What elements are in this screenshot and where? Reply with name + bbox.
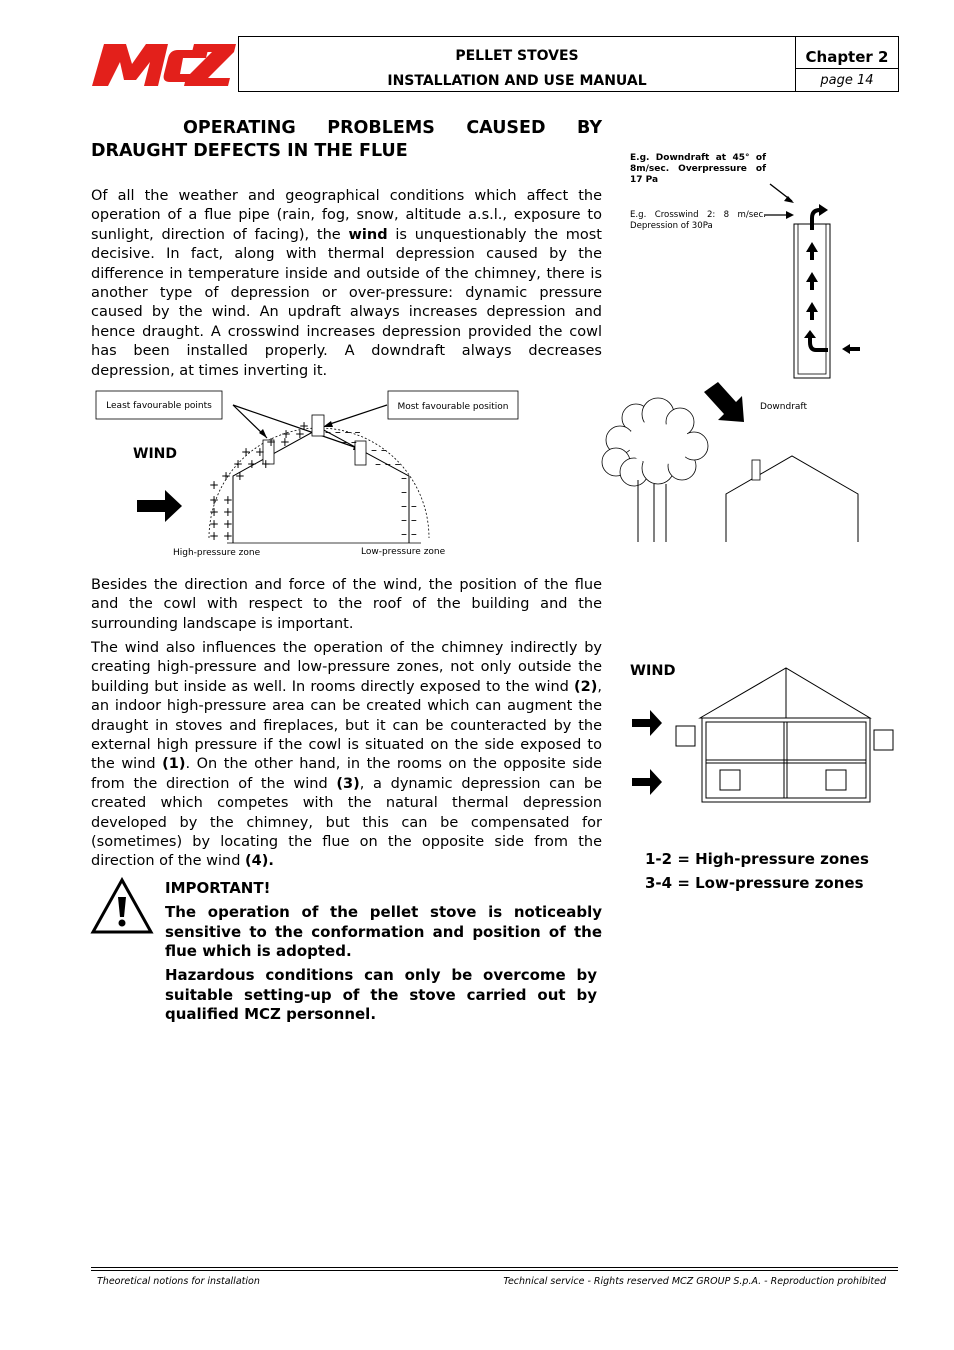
mcz-logo bbox=[90, 40, 236, 90]
svg-text:– –: – – bbox=[401, 513, 417, 527]
svg-text:– – –: – – – bbox=[375, 457, 401, 471]
footer-rule-2 bbox=[91, 1270, 898, 1271]
least-favourable-label: Least favourable points bbox=[106, 401, 212, 411]
header-chapter-box bbox=[795, 36, 899, 92]
footer-left: Theoretical notions for installation bbox=[97, 1276, 260, 1287]
wind-emphasis: wind bbox=[348, 226, 388, 243]
most-favourable-label: Most favourable position bbox=[397, 402, 509, 412]
paragraph-3: The wind also influences the operation of the chimney indirectly by creating high-pressure and low-pressure zones, not only outside the building but inside as well. In rooms directly exposed to the wind (2), an indoor high-pressure area can be created which can augment the draught in stoves and fireplaces, but it can be counteracted by the external high pressure if the cowl is situated on the side exposed to the wind (1). On the other hand, in the rooms on the opposite side from the direction of the wind (3), a dynamic depression can be created which competes with the natural thermal depression developed by the chimney, but this can be compensated for (sometimes) by locating the flue on the opposite side from the direction of the wind (4). bbox=[91, 640, 602, 870]
high-pressure-zone-label: High-pressure zone bbox=[173, 548, 261, 558]
low-pressure-zone-label: Low-pressure zone bbox=[361, 547, 446, 557]
paragraph-1: Of all the weather and geographical conditions which affect the operation of a flue pipe (rain, fog, snow, altitude a.s.l., exposure to sunlight, direction of facing), the wind is unquestionably the most decisive. In fact, along with thermal depression caused by the difference in temperature inside and outside of the chimney, there is another type of depression or over-pressure: dynamic pressure caused by the wind. An updraft always increases depression and hence draught. A crosswind increases depression provided the cowl has been installed properly. A downdraft always decreases depression, at times inverting it. bbox=[91, 188, 602, 379]
svg-text:+ +: + + bbox=[209, 517, 233, 531]
header-title-line2: INSTALLATION AND USE MANUAL bbox=[387, 73, 647, 89]
downdraft-label: Downdraft bbox=[760, 402, 807, 412]
paragraph-2: Besides the direction and force of the wind, the position of the flue and the cowl with respect to the roof of the building and the surrounding landscape is important. bbox=[91, 577, 602, 632]
section-heading-line1: OPERATING PROBLEMS CAUSED BY bbox=[183, 118, 602, 138]
warning-icon bbox=[90, 877, 154, 935]
important-title: IMPORTANT! bbox=[165, 879, 271, 897]
roof-pressure-figure bbox=[91, 388, 611, 568]
svg-text:+ + +: + + + bbox=[233, 457, 271, 471]
page-number: page 14 bbox=[820, 73, 874, 88]
svg-text:– – – –: – – – – bbox=[325, 425, 361, 439]
svg-text:+ +: + + bbox=[209, 505, 233, 519]
svg-text:+ +: + + bbox=[209, 493, 233, 507]
svg-text:+ +: + + bbox=[241, 445, 265, 459]
svg-text:+ +: + + bbox=[266, 435, 290, 449]
important-text-1: The operation of the pellet stove is noticeably sensitive to the conformation and position of the flue which is adopted. bbox=[165, 903, 602, 960]
svg-text:+ +: + + bbox=[221, 469, 245, 483]
crosswind-example-text: E.g. Crosswind 2: 8 m/sec. Depression of 30Pa bbox=[630, 210, 766, 231]
house-wind-label: WIND bbox=[630, 663, 676, 679]
chapter-label: Chapter 2 bbox=[805, 48, 889, 66]
svg-text:– –: – – bbox=[401, 499, 417, 513]
svg-text:+ +: + + bbox=[209, 529, 233, 543]
legend-low-pressure: 3-4 = Low-pressure zones bbox=[645, 874, 864, 892]
chimney-wind-figure bbox=[598, 150, 868, 546]
svg-text:+: + bbox=[299, 419, 310, 433]
svg-text:–: – bbox=[401, 485, 407, 499]
header-title-box bbox=[238, 36, 796, 92]
footer-rule bbox=[91, 1267, 898, 1268]
legend-high-pressure: 1-2 = High-pressure zones bbox=[645, 850, 869, 868]
svg-text:+ +: + + bbox=[281, 427, 305, 441]
svg-text:– –: – – bbox=[401, 527, 417, 541]
svg-text:– –: – – bbox=[371, 443, 387, 457]
downdraft-example-text: E.g. Downdraft at 45° of 8m/sec. Overpressure of 17 Pa bbox=[630, 153, 766, 185]
section-heading-line2: DRAUGHT DEFECTS IN THE FLUE bbox=[91, 141, 408, 161]
house-zones-figure bbox=[628, 660, 904, 810]
header-title-line1: PELLET STOVES bbox=[455, 48, 579, 64]
footer-right: Technical service - Rights reserved MCZ GROUP S.p.A. - Reproduction prohibited bbox=[503, 1276, 886, 1287]
svg-text:–: – bbox=[401, 471, 407, 485]
brand-text: MCZ bbox=[90, 40, 93, 41]
wind-label: WIND bbox=[133, 446, 177, 462]
important-text-2: Hazardous conditions can only be overcome by suitable setting-up of the stove carried out by qualified MCZ personnel. bbox=[165, 966, 597, 1023]
svg-text:– –: – – bbox=[341, 435, 357, 449]
svg-text:+: + bbox=[209, 478, 220, 492]
